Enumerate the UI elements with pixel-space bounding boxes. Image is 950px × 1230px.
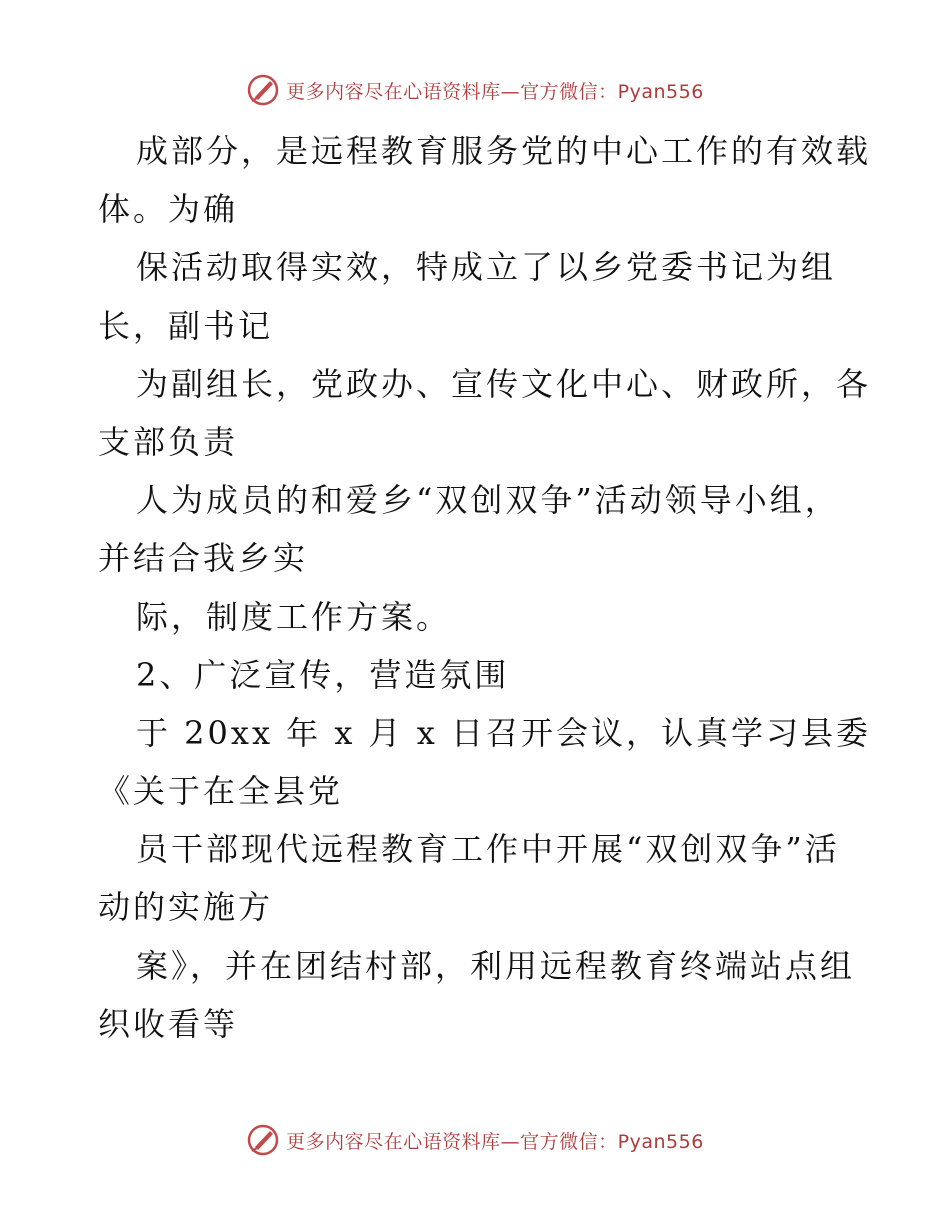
footer-banner-text: 更多内容尽在心语资料库—官方微信：Pyan556 <box>286 1130 704 1153</box>
quill-logo-icon <box>246 1123 280 1157</box>
text-line: 际，制度工作方案。 <box>136 597 452 636</box>
header-banner <box>0 70 950 110</box>
text-line: 为副组长，党政办、宣传文化中心、财政所，各 <box>136 364 872 403</box>
text-line: 长，副书记 <box>98 306 274 345</box>
text-line: 织收看等 <box>98 1004 239 1043</box>
text-line: 体。为确 <box>98 190 239 229</box>
text-line: 保活动取得实效，特成立了以乡党委书记为组 <box>136 248 837 287</box>
text-line: 并结合我乡实 <box>98 539 309 578</box>
section-heading: 2、广泛宣传，营造氛围 <box>136 655 510 694</box>
header-banner-text: 更多内容尽在心语资料库—官方微信：Pyan556 <box>286 80 704 103</box>
text-line: 动的实施方 <box>98 888 274 927</box>
text-line: 员干部现代远程教育工作中开展“双创双争”活 <box>136 830 840 869</box>
quill-logo-icon <box>246 73 280 107</box>
text-line: 支部负责 <box>98 422 239 461</box>
text-line: 《关于在全县党 <box>98 772 344 811</box>
text-line: 人为成员的和爱乡“双创双争”活动领导小组， <box>136 481 840 520</box>
text-line: 成部分，是远程教育服务党的中心工作的有效载 <box>136 132 872 170</box>
text-line: 于 20xx 年 x 月 x 日召开会议，认真学习县委 <box>136 713 871 752</box>
text-line: 案》，并在团结村部，利用远程教育终端站点组 <box>136 946 856 985</box>
footer-banner <box>0 1120 950 1160</box>
document-body <box>98 122 872 1053</box>
